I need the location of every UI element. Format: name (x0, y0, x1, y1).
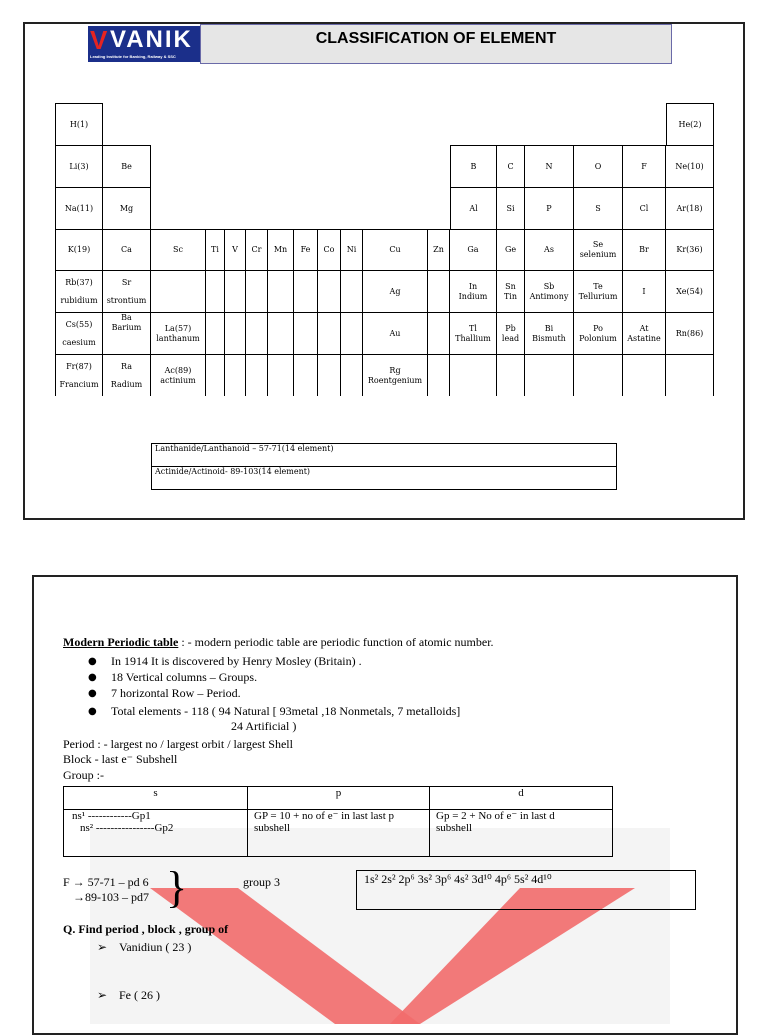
bullet-total-elements: Total elements - 118 ( 94 Natural [ 93metal ,18 Nonmetals, 7 metalloids] (111, 704, 461, 718)
cell-empty (574, 354, 623, 396)
arrow-bullet-icon: ➢ (97, 988, 108, 1002)
cell-te (574, 270, 623, 312)
cell-empty (428, 354, 450, 396)
right-brace-icon: } (166, 863, 188, 912)
bullet-dot-icon: ● (88, 656, 97, 667)
cell-empty (428, 270, 450, 312)
cell-se-name: selenium (579, 250, 617, 259)
block-definition: Block - last e⁻ Subshell (63, 752, 178, 766)
cell-ag: Ag (363, 270, 428, 312)
cell-empty (318, 312, 341, 354)
cell-empty (225, 270, 246, 312)
cell-ga: Ga (450, 229, 497, 270)
f-block-actinides: →89-103 – pd7 (73, 890, 149, 904)
cell-ti: Ti (206, 229, 225, 270)
cell-cs (55, 312, 103, 354)
cell-empty (246, 270, 268, 312)
period-definition: Period : - largest no / largest orbit / largest Shell (63, 737, 293, 751)
cell-pb-name: lead (501, 333, 520, 343)
cell-in (450, 270, 497, 312)
cell-al: Al (450, 187, 497, 229)
group-cell-d (429, 809, 613, 857)
cell-sb (525, 270, 574, 312)
cell-empty (450, 354, 497, 396)
cell-empty (666, 354, 714, 396)
cell-cs-name: caesium (62, 337, 96, 347)
cell-la-name: lanthanum (156, 333, 200, 343)
cell-bi-symbol: Bi (544, 323, 554, 333)
cell-fe: Fe (294, 229, 318, 270)
cell-cr: Cr (246, 229, 268, 270)
cell-ba-name: Barium (111, 323, 142, 332)
f-block-group: group 3 (243, 875, 280, 889)
cell-sb-name: Antimony (529, 291, 569, 301)
cell-se (574, 229, 623, 270)
cell-ac-name: actinium (160, 375, 196, 385)
s-block-gp1: ns¹ ------------Gp1 (72, 810, 151, 822)
question-heading: Q. Find period , block , group of (63, 922, 229, 936)
cell-o: O (574, 145, 623, 187)
cell-sr (103, 270, 151, 312)
cell-s: S (574, 187, 623, 229)
cell-in-symbol: In (468, 281, 478, 291)
d-block-formula: Gp = 2 + No of e⁻ in last d (436, 810, 555, 822)
s-block-gp2: ns² ----------------Gp2 (80, 822, 174, 834)
cell-ra (103, 354, 151, 396)
modern-table-intro (63, 635, 494, 649)
cell-rg (363, 354, 428, 396)
cell-fr (55, 354, 103, 396)
p-block-subshell: subshell (254, 822, 291, 834)
cell-sr-symbol: Sr (121, 277, 132, 287)
electron-config: 1s² 2s² 2p⁶ 3s² 3p⁶ 4s² 3d¹⁰ 4p⁶ 5s² 4d¹⁰ (364, 872, 552, 886)
cell-kr: Kr(36) (666, 229, 714, 270)
cell-sn-name: Tin (503, 291, 518, 301)
cell-rg-name: Roentgenium (367, 375, 423, 385)
cell-at-name: Astatine (627, 333, 661, 343)
cell-empty (341, 270, 363, 312)
question-item-iron: Fe ( 26 ) (119, 988, 160, 1002)
cell-be: Be (103, 145, 151, 187)
cell-mg: Mg (103, 187, 151, 229)
logo-wordmark: VANIK (110, 26, 193, 53)
cell-at (623, 312, 666, 354)
cell-empty (206, 312, 225, 354)
cell-rb (55, 270, 103, 312)
group-header-p: p (247, 786, 430, 810)
bullet-artificial: 24 Artificial ) (231, 719, 297, 733)
cell-na: Na(11) (55, 187, 103, 229)
cell-empty (623, 354, 666, 396)
f-block-lanthanides: F → 57-71 – pd 6 (63, 875, 149, 889)
cell-ra-name: Radium (110, 379, 143, 389)
cell-sn (497, 270, 525, 312)
cell-f: F (623, 145, 666, 187)
bullet-groups: 18 Vertical columns – Groups. (111, 670, 258, 684)
cell-ar: Ar(18) (666, 187, 714, 229)
cell-po-symbol: Po (593, 323, 603, 333)
modern-table-definition: : - modern periodic table are periodic function of atomic number. (178, 635, 494, 649)
cell-tl-symbol: Tl (469, 323, 477, 333)
d-block-subshell: subshell (436, 822, 473, 834)
cell-in-name: Indium (458, 291, 488, 301)
cell-sn-symbol: Sn (505, 281, 516, 291)
bullet-discovery: In 1914 It is discovered by Henry Mosley (Britain) . (111, 654, 362, 668)
cell-la (151, 312, 206, 354)
cell-ba-symbol: Ba (121, 313, 132, 322)
group-header-d: d (429, 786, 613, 810)
bullet-periods: 7 horizontal Row – Period. (111, 686, 241, 700)
cell-te-name: Tellurium (578, 291, 618, 301)
cell-rb-name: rubidium (60, 295, 98, 305)
cell-he: He(2) (666, 103, 714, 145)
bullet-dot-icon: ● (88, 706, 97, 717)
cell-empty (525, 354, 574, 396)
bullet-dot-icon: ● (88, 688, 97, 699)
logo-v: V (90, 25, 108, 55)
cell-bi (525, 312, 574, 354)
cell-pb (497, 312, 525, 354)
cell-ca: Ca (103, 229, 151, 270)
cell-i: I (623, 270, 666, 312)
cell-n: N (525, 145, 574, 187)
cell-pb-symbol: Pb (505, 323, 516, 333)
cell-as: As (525, 229, 574, 270)
cell-bi-name: Bismuth (532, 333, 566, 343)
cell-empty (225, 312, 246, 354)
cell-tl (450, 312, 497, 354)
cell-fr-symbol: Fr(87) (66, 361, 92, 371)
cell-co: Co (318, 229, 341, 270)
cell-ba (103, 312, 151, 354)
cell-cs-symbol: Cs(55) (65, 319, 93, 329)
cell-empty (294, 312, 318, 354)
cell-br: Br (623, 229, 666, 270)
cell-rb-symbol: Rb(37) (65, 277, 93, 287)
cell-v: V (225, 229, 246, 270)
cell-ni: Ni (341, 229, 363, 270)
lanthanide-note: Lanthanide/Lanthanoid – 57-71(14 element) (155, 444, 334, 453)
cell-se-symbol: Se (592, 240, 604, 249)
cell-si: Si (497, 187, 525, 229)
cell-ra-symbol: Ra (121, 361, 132, 371)
cell-sc: Sc (151, 229, 206, 270)
cell-ge: Ge (497, 229, 525, 270)
cell-mn: Mn (268, 229, 294, 270)
cell-sr-name: strontium (106, 295, 147, 305)
cell-cu: Cu (363, 229, 428, 270)
cell-p: P (525, 187, 574, 229)
cell-ne: Ne(10) (666, 145, 714, 187)
cell-h: H(1) (55, 103, 103, 145)
cell-fr-name: Francium (59, 379, 99, 389)
cell-sb-symbol: Sb (543, 281, 555, 291)
cell-empty (268, 312, 294, 354)
cell-empty (497, 354, 525, 396)
logo-tagline: Leading Institute for Banking, Railway & SSC (90, 54, 176, 59)
cell-po (574, 312, 623, 354)
cell-k: K(19) (55, 229, 103, 270)
cell-rn: Rn(86) (666, 312, 714, 354)
cell-te-symbol: Te (593, 281, 603, 291)
cell-empty (246, 354, 268, 396)
cell-empty (428, 312, 450, 354)
group-header-s: s (63, 786, 248, 810)
cell-ac (151, 354, 206, 396)
question-item-vanadium: Vanidiun ( 23 ) (119, 940, 192, 954)
group-cell-p (247, 809, 430, 857)
cell-au: Au (363, 312, 428, 354)
cell-empty (341, 312, 363, 354)
cell-rg-symbol: Rg (389, 365, 401, 375)
bullet-dot-icon: ● (88, 672, 97, 683)
vanik-logo (88, 26, 200, 62)
cell-tl-name: Thallium (455, 333, 491, 343)
cell-cl: Cl (623, 187, 666, 229)
cell-ac-symbol: Ac(89) (164, 365, 192, 375)
modern-table-heading: Modern Periodic table (63, 635, 179, 649)
cell-empty (206, 354, 225, 396)
cell-c: C (497, 145, 525, 187)
cell-la-symbol: La(57) (164, 323, 192, 333)
cell-empty (268, 270, 294, 312)
slide-title: CLASSIFICATION OF ELEMENT (315, 30, 557, 47)
cell-li: Li(3) (55, 145, 103, 187)
cell-empty (318, 354, 341, 396)
cell-empty (294, 354, 318, 396)
arrow-bullet-icon: ➢ (97, 940, 108, 954)
cell-empty (246, 312, 268, 354)
p-block-formula: GP = 10 + no of e⁻ in last last p (254, 810, 395, 822)
cell-zn: Zn (428, 229, 450, 270)
cell-xe: Xe(54) (666, 270, 714, 312)
cell-b: B (450, 145, 497, 187)
cell-empty (294, 270, 318, 312)
cell-po-name: Polonium (579, 333, 617, 343)
actinide-note: Actinide/Actinoid- 89-103(14 element) (155, 467, 311, 476)
group-cell-s (63, 809, 248, 857)
cell-empty (225, 354, 246, 396)
cell-empty-r5-sc (151, 270, 206, 312)
cell-empty (341, 354, 363, 396)
cell-empty (318, 270, 341, 312)
cell-empty (268, 354, 294, 396)
cell-empty (206, 270, 225, 312)
cell-at-symbol: At (639, 323, 649, 333)
group-definition: Group :- (63, 768, 104, 782)
